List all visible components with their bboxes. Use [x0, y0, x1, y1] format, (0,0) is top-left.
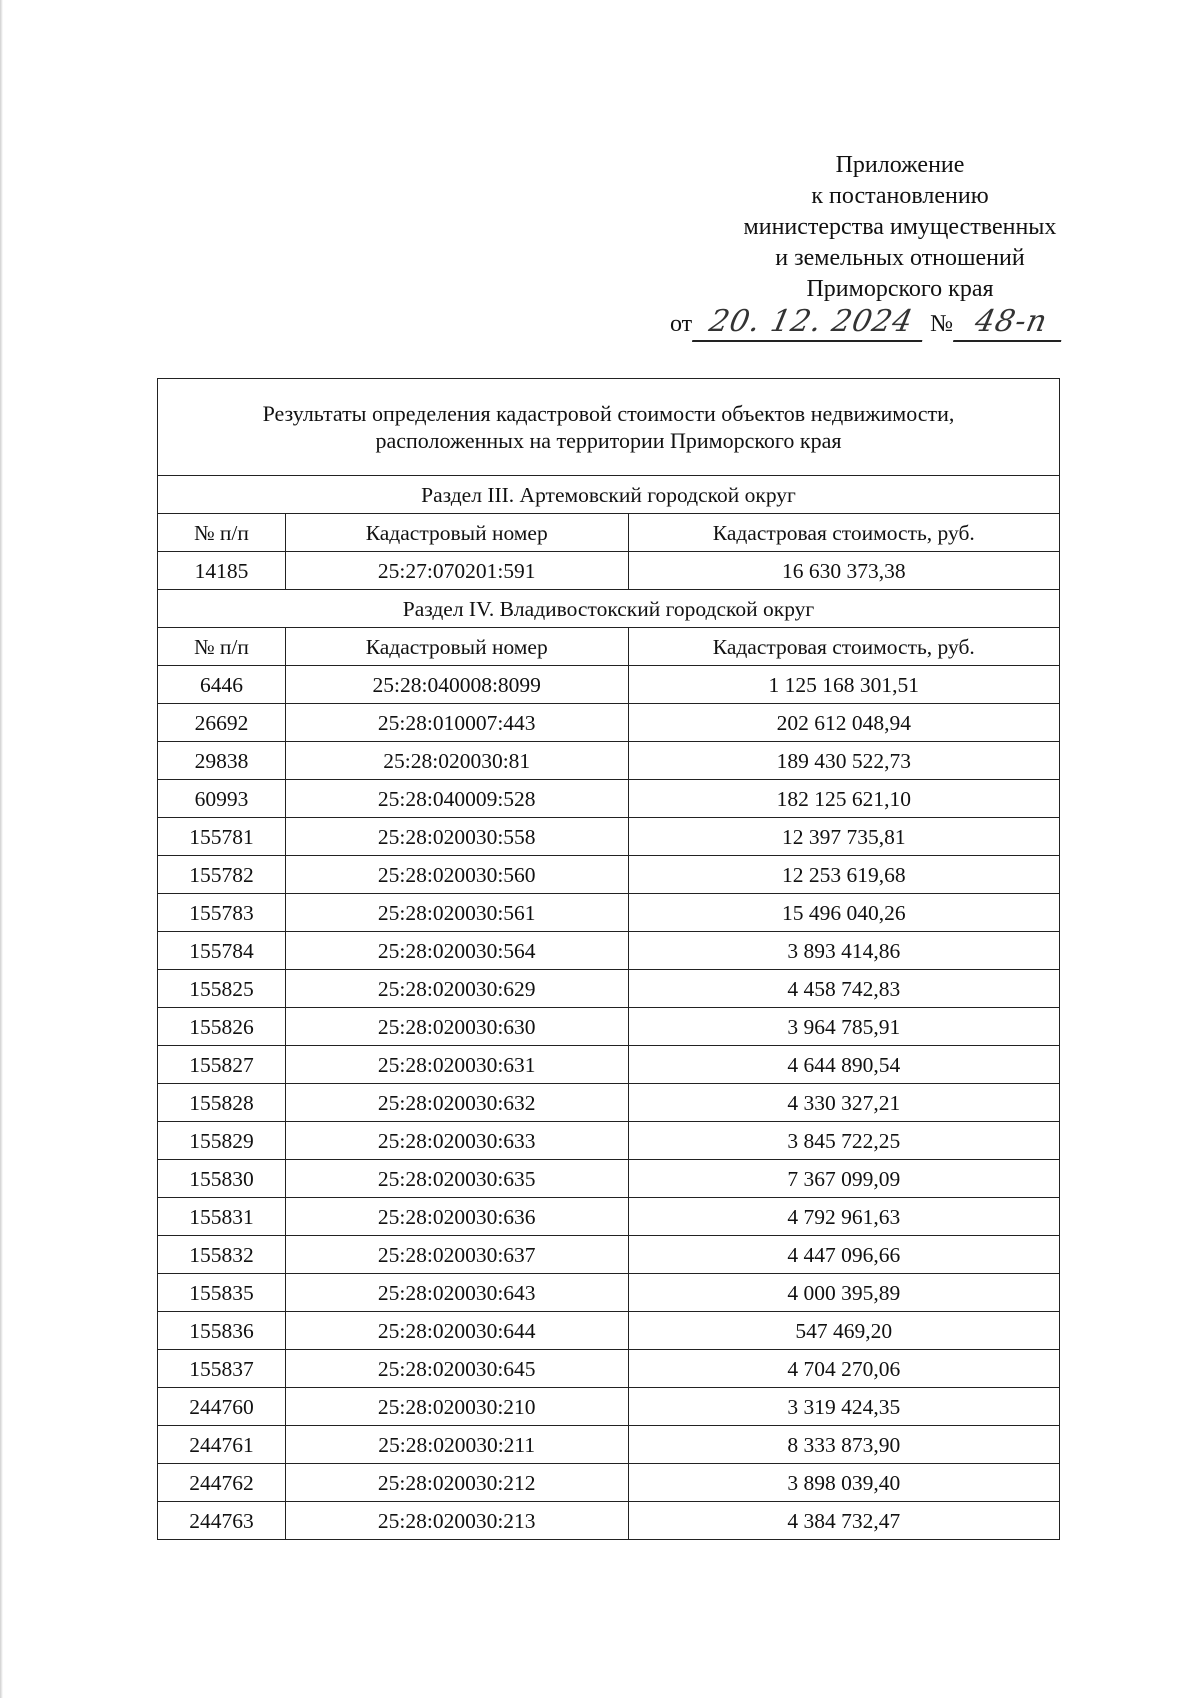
row-number-cell: 29838: [158, 742, 286, 780]
table-row: [158, 1160, 1060, 1198]
header-row-number: № п/п: [158, 628, 286, 666]
cadastral-number-cell: 25:28:020030:637: [285, 1236, 628, 1274]
cadastral-value-cell: 189 430 522,73: [628, 742, 1059, 780]
cadastral-value-cell: 3 893 414,86: [628, 932, 1059, 970]
cadastral-number-cell: 25:28:020030:558: [285, 818, 628, 856]
cadastral-value-cell: 3 964 785,91: [628, 1008, 1059, 1046]
cadastral-number-cell: 25:28:020030:636: [285, 1198, 628, 1236]
row-number-cell: 26692: [158, 704, 286, 742]
row-number-cell: 155826: [158, 1008, 286, 1046]
cadastral-value-cell: 12 253 619,68: [628, 856, 1059, 894]
table-row: [158, 1046, 1060, 1084]
table-row: [158, 1236, 1060, 1274]
row-number-cell: 155828: [158, 1084, 286, 1122]
page-edge-shadow: [0, 0, 3, 1698]
cadastral-value-cell: 15 496 040,26: [628, 894, 1059, 932]
cadastral-number-cell: 25:28:010007:443: [285, 704, 628, 742]
table-row: [158, 856, 1060, 894]
table-row: [158, 1388, 1060, 1426]
header-cadastral-value: Кадастровая стоимость, руб.: [628, 514, 1059, 552]
row-number-cell: 244760: [158, 1388, 286, 1426]
appendix-line: к постановлению: [811, 183, 989, 209]
row-number-cell: 244763: [158, 1502, 286, 1540]
table-title: [158, 379, 1060, 476]
cadastral-value-cell: 4 644 890,54: [628, 1046, 1059, 1084]
cadastral-number-cell: 25:28:040008:8099: [285, 666, 628, 704]
table-row: [158, 1084, 1060, 1122]
row-number-cell: 155827: [158, 1046, 286, 1084]
row-number-cell: 155832: [158, 1236, 286, 1274]
cadastral-number-cell: 25:28:020030:632: [285, 1084, 628, 1122]
date-prefix: от: [670, 311, 693, 337]
cadastral-number-cell: 25:28:020030:210: [285, 1388, 628, 1426]
row-number-cell: 155836: [158, 1312, 286, 1350]
header-cadastral-number: Кадастровый номер: [285, 628, 628, 666]
row-number-cell: 155829: [158, 1122, 286, 1160]
cadastral-value-cell: 8 333 873,90: [628, 1426, 1059, 1464]
cadastral-value-table: [157, 378, 1060, 1540]
cadastral-value-cell: 7 367 099,09: [628, 1160, 1059, 1198]
cadastral-number-cell: 25:27:070201:591: [285, 552, 628, 590]
table-title-line-1: Результаты определения кадастровой стоимости объектов недвижимости,: [262, 401, 955, 426]
cadastral-value-cell: 4 000 395,89: [628, 1274, 1059, 1312]
appendix-line: Приморского края: [806, 276, 994, 302]
cadastral-number-cell: 25:28:020030:81: [285, 742, 628, 780]
section-title: Раздел III. Артемовский городской округ: [158, 476, 1060, 514]
section-row: [158, 590, 1060, 628]
cadastral-value-cell: 4 447 096,66: [628, 1236, 1059, 1274]
cadastral-number-cell: 25:28:020030:629: [285, 970, 628, 1008]
header-row: [158, 628, 1060, 666]
header-row: [158, 514, 1060, 552]
table-row: [158, 932, 1060, 970]
row-number-cell: 155782: [158, 856, 286, 894]
row-number-cell: 155783: [158, 894, 286, 932]
cadastral-value-cell: 4 458 742,83: [628, 970, 1059, 1008]
table-row: [158, 1312, 1060, 1350]
table-title-line-2: расположенных на территории Приморского края: [375, 428, 842, 453]
table-row: [158, 1008, 1060, 1046]
cadastral-value-cell: 3 898 039,40: [628, 1464, 1059, 1502]
cadastral-number-cell: 25:28:020030:635: [285, 1160, 628, 1198]
row-number-cell: 155825: [158, 970, 286, 1008]
table-row: [158, 1426, 1060, 1464]
row-number-cell: 244761: [158, 1426, 286, 1464]
cadastral-value-cell: 182 125 621,10: [628, 780, 1059, 818]
table-row: [158, 1274, 1060, 1312]
cadastral-number-cell: 25:28:020030:212: [285, 1464, 628, 1502]
table-title-row: [158, 379, 1060, 476]
cadastral-value-cell: 16 630 373,38: [628, 552, 1059, 590]
cadastral-value-cell: 547 469,20: [628, 1312, 1059, 1350]
cadastral-number-cell: 25:28:020030:630: [285, 1008, 628, 1046]
cadastral-number-cell: 25:28:020030:213: [285, 1502, 628, 1540]
cadastral-number-cell: 25:28:020030:560: [285, 856, 628, 894]
appendix-line: министерства имущественных: [743, 214, 1057, 240]
number-sign: №: [930, 311, 954, 337]
cadastral-value-cell: 3 319 424,35: [628, 1388, 1059, 1426]
table-row: [158, 1502, 1060, 1540]
table-row: [158, 970, 1060, 1008]
table-row: [158, 742, 1060, 780]
cadastral-number-cell: 25:28:020030:631: [285, 1046, 628, 1084]
cadastral-number-cell: 25:28:020030:561: [285, 894, 628, 932]
cadastral-number-cell: 25:28:020030:644: [285, 1312, 628, 1350]
appendix-heading: [700, 150, 1100, 305]
table-row: [158, 704, 1060, 742]
row-number-cell: 155831: [158, 1198, 286, 1236]
cadastral-value-cell: 4 384 732,47: [628, 1502, 1059, 1540]
table-row: [158, 818, 1060, 856]
row-number-cell: 155781: [158, 818, 286, 856]
header-row-number: № п/п: [158, 514, 286, 552]
cadastral-value-cell: 12 397 735,81: [628, 818, 1059, 856]
row-number-cell: 155837: [158, 1350, 286, 1388]
cadastral-value-cell: 202 612 048,94: [628, 704, 1059, 742]
handwritten-date: 20. 12. 2024: [692, 304, 930, 342]
handwritten-number: 48-п: [953, 304, 1069, 342]
section-row: [158, 476, 1060, 514]
row-number-cell: 244762: [158, 1464, 286, 1502]
section-title: Раздел IV. Владивостокский городской округ: [158, 590, 1060, 628]
row-number-cell: 155784: [158, 932, 286, 970]
cadastral-value-cell: 4 330 327,21: [628, 1084, 1059, 1122]
cadastral-number-cell: 25:28:020030:564: [285, 932, 628, 970]
table-row: [158, 780, 1060, 818]
table-row: [158, 1122, 1060, 1160]
table-row: [158, 1350, 1060, 1388]
row-number-cell: 14185: [158, 552, 286, 590]
cadastral-value-cell: 4 792 961,63: [628, 1198, 1059, 1236]
cadastral-number-cell: 25:28:020030:645: [285, 1350, 628, 1388]
row-number-cell: 6446: [158, 666, 286, 704]
cadastral-number-cell: 25:28:020030:211: [285, 1426, 628, 1464]
cadastral-number-cell: 25:28:040009:528: [285, 780, 628, 818]
appendix-line: и земельных отношений: [775, 245, 1025, 271]
row-number-cell: 60993: [158, 780, 286, 818]
row-number-cell: 155830: [158, 1160, 286, 1198]
table-row: [158, 552, 1060, 590]
table-row: [158, 894, 1060, 932]
cadastral-value-cell: 1 125 168 301,51: [628, 666, 1059, 704]
cadastral-value-cell: 3 845 722,25: [628, 1122, 1059, 1160]
cadastral-number-cell: 25:28:020030:633: [285, 1122, 628, 1160]
row-number-cell: 155835: [158, 1274, 286, 1312]
table-row: [158, 1198, 1060, 1236]
header-cadastral-number: Кадастровый номер: [285, 514, 628, 552]
header-cadastral-value: Кадастровая стоимость, руб.: [628, 628, 1059, 666]
cadastral-value-cell: 4 704 270,06: [628, 1350, 1059, 1388]
table-row: [158, 1464, 1060, 1502]
cadastral-number-cell: 25:28:020030:643: [285, 1274, 628, 1312]
appendix-line: Приложение: [835, 152, 965, 178]
table-row: [158, 666, 1060, 704]
decree-date-line: [670, 304, 1090, 342]
